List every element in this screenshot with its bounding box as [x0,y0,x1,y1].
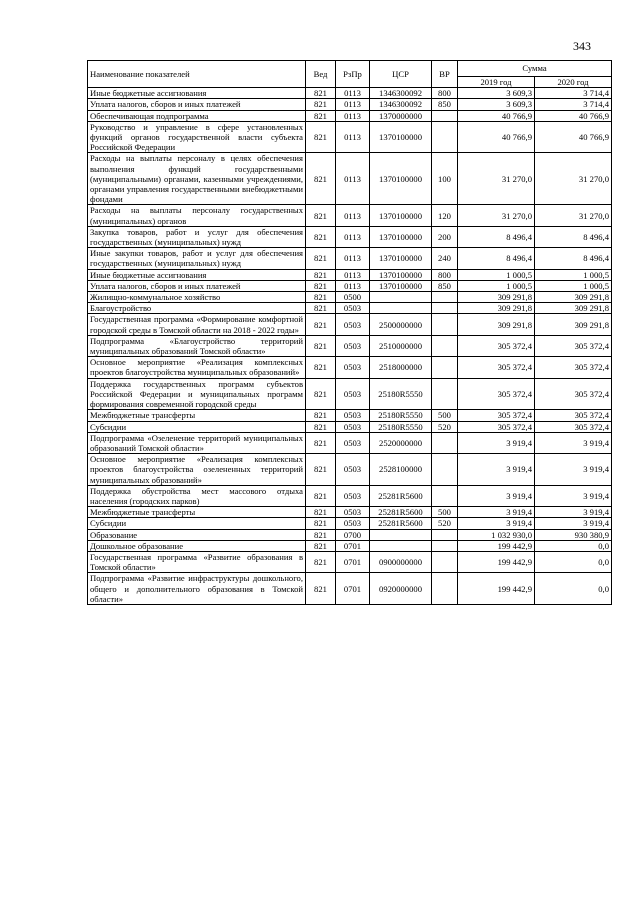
cell-sum-2019: 305 372,4 [458,421,535,432]
cell-csr [370,540,432,551]
cell-vr: 500 [432,507,458,518]
cell-name: Дошкольное образование [88,540,306,551]
cell-ved: 821 [306,226,336,247]
cell-ved: 821 [306,410,336,421]
cell-vr: 200 [432,226,458,247]
cell-csr: 1370100000 [370,153,432,205]
cell-ved: 821 [306,432,336,453]
cell-rzpr: 0113 [336,280,370,291]
cell-name: Расходы на выплаты персоналу государственных (муниципальных) органов [88,205,306,226]
cell-rzpr: 0503 [336,410,370,421]
cell-vr: 800 [432,88,458,99]
cell-sum-2019: 31 270,0 [458,205,535,226]
cell-sum-2020: 305 372,4 [535,335,612,356]
cell-sum-2020: 8 496,4 [535,248,612,269]
cell-sum-2019: 31 270,0 [458,153,535,205]
cell-csr: 0920000000 [370,573,432,605]
cell-sum-2019: 3 919,4 [458,485,535,506]
cell-sum-2020: 305 372,4 [535,357,612,378]
cell-ved: 821 [306,280,336,291]
header-sum: Сумма [458,61,612,77]
cell-sum-2019: 3 919,4 [458,432,535,453]
cell-sum-2019: 309 291,8 [458,303,535,314]
table-row [88,529,612,540]
cell-rzpr: 0113 [336,110,370,121]
cell-csr: 2518000000 [370,357,432,378]
table-row [88,378,612,410]
cell-sum-2019: 8 496,4 [458,226,535,247]
cell-csr: 1370100000 [370,121,432,153]
cell-csr: 1370100000 [370,280,432,291]
cell-sum-2020: 3 919,4 [535,485,612,506]
cell-csr: 25281R5600 [370,485,432,506]
cell-name: Подпрограмма «Развитие инфраструктуры дошкольного, общего и дополнительного образования в Томской области» [88,573,306,605]
cell-ved: 821 [306,573,336,605]
cell-ved: 821 [306,378,336,410]
cell-ved: 821 [306,88,336,99]
cell-name: Руководство и управление в сфере установленных функций органов государственной власти субъекта Российской Федерации [88,121,306,153]
table-row [88,303,612,314]
table-row [88,99,612,110]
header-ved: Вед [306,61,336,88]
cell-sum-2020: 0,0 [535,540,612,551]
table-row [88,551,612,572]
table-row [88,454,612,486]
cell-sum-2019: 1 000,5 [458,280,535,291]
cell-sum-2020: 930 380,9 [535,529,612,540]
cell-rzpr: 0113 [336,269,370,280]
cell-sum-2020: 309 291,8 [535,314,612,335]
cell-vr [432,551,458,572]
cell-rzpr: 0503 [336,303,370,314]
cell-sum-2020: 40 766,9 [535,121,612,153]
cell-ved: 821 [306,454,336,486]
cell-sum-2019: 3 609,3 [458,99,535,110]
cell-ved: 821 [306,205,336,226]
cell-ved: 821 [306,335,336,356]
cell-ved: 821 [306,110,336,121]
cell-sum-2020: 3 919,4 [535,518,612,529]
cell-sum-2020: 305 372,4 [535,378,612,410]
cell-name: Уплата налогов, сборов и иных платежей [88,280,306,291]
cell-ved: 821 [306,269,336,280]
cell-name: Государственная программа «Формирование комфортной городской среды в Томской области на 2018 - 2022 годы» [88,314,306,335]
cell-sum-2020: 3 714,4 [535,88,612,99]
cell-name: Поддержка государственных программ субъектов Российской Федерации и муниципальных программ формирования современной городской среды [88,378,306,410]
cell-vr: 100 [432,153,458,205]
cell-csr: 1370100000 [370,248,432,269]
cell-csr: 2500000000 [370,314,432,335]
cell-rzpr: 0503 [336,518,370,529]
cell-csr: 2528100000 [370,454,432,486]
cell-name: Подпрограмма «Озеленение территорий муниципальных образований Томской области» [88,432,306,453]
cell-name: Обеспечивающая подпрограмма [88,110,306,121]
cell-sum-2019: 309 291,8 [458,314,535,335]
cell-rzpr: 0113 [336,205,370,226]
table-row [88,540,612,551]
cell-vr [432,529,458,540]
table-row [88,88,612,99]
cell-vr [432,454,458,486]
cell-name: Основное мероприятие «Реализация комплексных проектов благоустройства озелененных территорий муниципальных образований» [88,454,306,486]
cell-csr: 25180R5550 [370,410,432,421]
cell-rzpr: 0701 [336,540,370,551]
header-year-2019: 2019 год [458,77,535,88]
cell-sum-2019: 8 496,4 [458,248,535,269]
header-name: Наименование показателей [88,61,306,88]
cell-csr: 1370100000 [370,269,432,280]
cell-ved: 821 [306,421,336,432]
cell-sum-2020: 40 766,9 [535,110,612,121]
cell-vr [432,121,458,153]
table-row [88,292,612,303]
cell-vr: 240 [432,248,458,269]
cell-rzpr: 0701 [336,551,370,572]
table-row [88,410,612,421]
header-csr: ЦСР [370,61,432,88]
table-row [88,121,612,153]
cell-name: Жилищно-коммунальное хозяйство [88,292,306,303]
cell-name: Расходы на выплаты персоналу в целях обеспечения выполнения функций государственными (муниципальными) органами, казенными учреждениями, органами управления государственными внебюджетными фондами [88,153,306,205]
header-rzpr: РзПр [336,61,370,88]
cell-sum-2020: 1 000,5 [535,280,612,291]
cell-ved: 821 [306,485,336,506]
page-number: 343 [573,39,591,53]
cell-name: Иные бюджетные ассигнования [88,269,306,280]
cell-rzpr: 0113 [336,226,370,247]
cell-ved: 821 [306,121,336,153]
cell-name: Уплата налогов, сборов и иных платежей [88,99,306,110]
cell-csr: 1370000000 [370,110,432,121]
table-row [88,226,612,247]
cell-name: Иные закупки товаров, работ и услуг для обеспечения государственных (муниципальных) нужд [88,248,306,269]
cell-csr: 25281R5600 [370,518,432,529]
cell-vr [432,335,458,356]
cell-sum-2019: 1 032 930,0 [458,529,535,540]
cell-name: Образование [88,529,306,540]
cell-ved: 821 [306,357,336,378]
cell-sum-2020: 3 919,4 [535,432,612,453]
cell-name: Государственная программа «Развитие образования в Томской области» [88,551,306,572]
cell-sum-2020: 8 496,4 [535,226,612,247]
cell-rzpr: 0700 [336,529,370,540]
table-row [88,485,612,506]
cell-ved: 821 [306,314,336,335]
cell-vr [432,485,458,506]
cell-sum-2020: 305 372,4 [535,410,612,421]
cell-rzpr: 0500 [336,292,370,303]
cell-rzpr: 0701 [336,573,370,605]
cell-vr: 520 [432,421,458,432]
cell-ved: 821 [306,551,336,572]
cell-sum-2019: 3 609,3 [458,88,535,99]
cell-rzpr: 0503 [336,421,370,432]
table-row [88,357,612,378]
cell-vr: 850 [432,99,458,110]
cell-sum-2019: 305 372,4 [458,410,535,421]
cell-sum-2019: 199 442,9 [458,551,535,572]
table-row [88,205,612,226]
table-row [88,518,612,529]
cell-name: Основное мероприятие «Реализация комплексных проектов благоустройства муниципальных образований» [88,357,306,378]
cell-ved: 821 [306,540,336,551]
cell-sum-2020: 31 270,0 [535,205,612,226]
cell-vr [432,110,458,121]
cell-sum-2019: 305 372,4 [458,378,535,410]
cell-vr: 520 [432,518,458,529]
cell-vr: 120 [432,205,458,226]
cell-sum-2019: 40 766,9 [458,121,535,153]
cell-ved: 821 [306,529,336,540]
cell-name: Закупка товаров, работ и услуг для обеспечения государственных (муниципальных) нужд [88,226,306,247]
cell-sum-2020: 0,0 [535,551,612,572]
table-row [88,507,612,518]
cell-vr [432,314,458,335]
cell-vr [432,357,458,378]
cell-name: Межбюджетные трансферты [88,410,306,421]
table-row [88,280,612,291]
cell-csr: 1370100000 [370,226,432,247]
cell-name: Поддержка обустройства мест массового отдыха населения (городских парков) [88,485,306,506]
table-row [88,335,612,356]
header-year-2020: 2020 год [535,77,612,88]
cell-rzpr: 0503 [336,378,370,410]
cell-rzpr: 0503 [336,314,370,335]
cell-rzpr: 0503 [336,432,370,453]
cell-vr [432,292,458,303]
cell-vr: 800 [432,269,458,280]
cell-rzpr: 0503 [336,507,370,518]
cell-csr: 2510000000 [370,335,432,356]
cell-sum-2019: 305 372,4 [458,357,535,378]
cell-sum-2019: 1 000,5 [458,269,535,280]
cell-csr: 1346300092 [370,99,432,110]
table-row [88,432,612,453]
cell-vr [432,303,458,314]
cell-rzpr: 0113 [336,153,370,205]
cell-ved: 821 [306,292,336,303]
cell-vr: 500 [432,410,458,421]
cell-sum-2020: 309 291,8 [535,303,612,314]
cell-name: Иные бюджетные ассигнования [88,88,306,99]
cell-sum-2019: 3 919,4 [458,454,535,486]
cell-name: Субсидии [88,518,306,529]
cell-sum-2020: 3 919,4 [535,507,612,518]
cell-vr [432,573,458,605]
cell-sum-2019: 3 919,4 [458,518,535,529]
cell-ved: 821 [306,303,336,314]
cell-ved: 821 [306,99,336,110]
cell-sum-2020: 31 270,0 [535,153,612,205]
table-row [88,573,612,605]
cell-csr [370,529,432,540]
header-vr: ВР [432,61,458,88]
cell-csr [370,303,432,314]
cell-rzpr: 0503 [336,454,370,486]
cell-sum-2019: 3 919,4 [458,507,535,518]
table-row [88,248,612,269]
table-row [88,153,612,205]
cell-sum-2020: 0,0 [535,573,612,605]
cell-vr [432,540,458,551]
cell-csr: 25281R5600 [370,507,432,518]
cell-ved: 821 [306,507,336,518]
cell-sum-2020: 3 714,4 [535,99,612,110]
cell-csr: 25180R5550 [370,421,432,432]
cell-csr: 25180R5550 [370,378,432,410]
cell-rzpr: 0503 [336,485,370,506]
budget-table [87,60,612,605]
cell-csr: 1370100000 [370,205,432,226]
cell-sum-2019: 305 372,4 [458,335,535,356]
cell-rzpr: 0113 [336,99,370,110]
cell-sum-2019: 199 442,9 [458,573,535,605]
cell-vr [432,378,458,410]
cell-sum-2019: 309 291,8 [458,292,535,303]
cell-rzpr: 0503 [336,335,370,356]
cell-name: Межбюджетные трансферты [88,507,306,518]
cell-ved: 821 [306,248,336,269]
cell-vr [432,432,458,453]
cell-sum-2020: 305 372,4 [535,421,612,432]
table-row [88,314,612,335]
cell-sum-2019: 199 442,9 [458,540,535,551]
table-header [88,61,612,88]
cell-rzpr: 0113 [336,121,370,153]
cell-csr: 1346300092 [370,88,432,99]
table-row [88,269,612,280]
table-row [88,421,612,432]
cell-csr [370,292,432,303]
table-row [88,110,612,121]
cell-sum-2020: 3 919,4 [535,454,612,486]
cell-name: Субсидии [88,421,306,432]
cell-sum-2020: 309 291,8 [535,292,612,303]
cell-name: Подпрограмма «Благоустройство территорий муниципальных образований Томской области» [88,335,306,356]
cell-vr: 850 [432,280,458,291]
cell-name: Благоустройство [88,303,306,314]
cell-sum-2019: 40 766,9 [458,110,535,121]
cell-csr: 0900000000 [370,551,432,572]
cell-rzpr: 0113 [336,88,370,99]
cell-rzpr: 0503 [336,357,370,378]
cell-ved: 821 [306,518,336,529]
cell-sum-2020: 1 000,5 [535,269,612,280]
cell-ved: 821 [306,153,336,205]
cell-csr: 2520000000 [370,432,432,453]
table-body [88,88,612,605]
cell-rzpr: 0113 [336,248,370,269]
